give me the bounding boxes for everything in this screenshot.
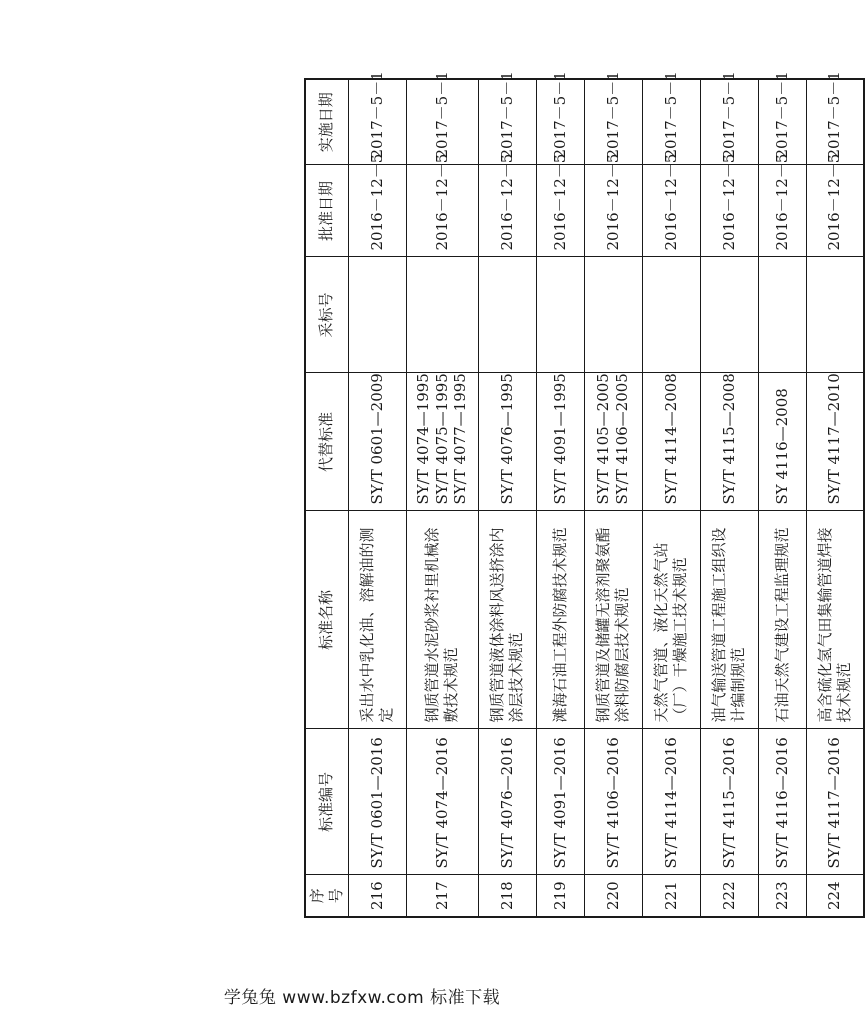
cell-approved: 2016－12－5 <box>584 165 642 257</box>
cell-replaces <box>700 373 758 511</box>
cell-approved: 2016－12－5 <box>806 165 864 257</box>
cell-code: SY/T 0601—2016 <box>348 729 406 875</box>
header-seq: 序号 <box>305 875 348 917</box>
replaced-standard: SY/T 4115—2008 <box>719 373 738 505</box>
replaced-standard: SY/T 4075—1995 <box>432 373 451 505</box>
cell-code: SY/T 4116—2016 <box>758 729 806 875</box>
cell-name: 钢质管道及储罐无溶剂聚氨酯涂料防腐层技术规范 <box>584 511 642 729</box>
cell-replaces <box>806 373 864 511</box>
cell-effective: 2017－5－1 <box>406 79 478 165</box>
cell-code: SY/T 4106—2016 <box>584 729 642 875</box>
replaced-standard: SY/T 4091—1995 <box>550 373 569 505</box>
cell-adopted <box>348 257 406 373</box>
replaced-standard: SY/T 4117—2010 <box>825 373 844 505</box>
header-code: 标准编号 <box>305 729 348 875</box>
cell-code: SY/T 4091—2016 <box>536 729 584 875</box>
cell-approved: 2016－12－5 <box>406 165 478 257</box>
header-replaces: 代替标准 <box>305 373 348 511</box>
cell-effective: 2017－5－1 <box>584 79 642 165</box>
cell-approved: 2016－12－5 <box>642 165 700 257</box>
cell-name: 钢质管道液体涂料风送挤涂内涂层技术规范 <box>478 511 536 729</box>
table-row <box>806 79 864 917</box>
cell-adopted <box>642 257 700 373</box>
cell-seq: 224 <box>806 875 864 917</box>
cell-replaces <box>348 373 406 511</box>
footer-watermark: 学兔兔 www.bzfxw.com 标准下载 <box>223 988 501 1008</box>
cell-seq: 216 <box>348 875 406 917</box>
standards-table <box>304 71 865 918</box>
cell-name: 天然气管道、液化天然气站（厂）干燥施工技术规范 <box>642 511 700 729</box>
cell-code: SY/T 4114—2016 <box>642 729 700 875</box>
cell-effective: 2017－5－1 <box>758 79 806 165</box>
cell-name: 钢质管道水泥砂浆衬里机械涂敷技术规范 <box>406 511 478 729</box>
cell-replaces <box>642 373 700 511</box>
table-row <box>536 79 584 917</box>
cell-replaces <box>758 373 806 511</box>
cell-effective: 2017－5－1 <box>642 79 700 165</box>
cell-adopted <box>806 257 864 373</box>
cell-code: SY/T 4115—2016 <box>700 729 758 875</box>
cell-code: SY/T 4117—2016 <box>806 729 864 875</box>
cell-adopted <box>758 257 806 373</box>
cell-name: 滩海石油工程外防腐技术规范 <box>536 511 584 729</box>
cell-seq: 220 <box>584 875 642 917</box>
cell-replaces <box>536 373 584 511</box>
cell-seq: 221 <box>642 875 700 917</box>
cell-adopted <box>536 257 584 373</box>
cell-adopted <box>700 257 758 373</box>
table-header-row <box>305 79 348 917</box>
cell-name: 石油天然气建设工程监理规范 <box>758 511 806 729</box>
cell-effective: 2017－5－1 <box>348 79 406 165</box>
table-row <box>348 79 406 917</box>
replaced-standard: SY/T 4105—2005 <box>594 373 613 505</box>
cell-approved: 2016－12－5 <box>348 165 406 257</box>
cell-seq: 219 <box>536 875 584 917</box>
replaced-standard: SY/T 4114—2008 <box>661 373 680 505</box>
cell-seq: 217 <box>406 875 478 917</box>
standards-table-rotated <box>304 71 853 918</box>
cell-seq: 222 <box>700 875 758 917</box>
cell-replaces <box>406 373 478 511</box>
cell-effective: 2017－5－1 <box>478 79 536 165</box>
table-row <box>406 79 478 917</box>
replaced-standard: SY/T 4074—1995 <box>413 373 432 505</box>
cell-code: SY/T 4074—2016 <box>406 729 478 875</box>
cell-name: 采出水中乳化油、溶解油的测定 <box>348 511 406 729</box>
cell-approved: 2016－12－5 <box>536 165 584 257</box>
header-name: 标准名称 <box>305 511 348 729</box>
cell-adopted <box>584 257 642 373</box>
table-row <box>584 79 642 917</box>
replaced-standard: SY/T 4076—1995 <box>497 373 516 505</box>
header-effective: 实施日期 <box>305 79 348 165</box>
table-row <box>758 79 806 917</box>
cell-effective: 2017－5－1 <box>536 79 584 165</box>
replaced-standard: SY/T 4077—1995 <box>451 373 470 505</box>
cell-seq: 223 <box>758 875 806 917</box>
cell-approved: 2016－12－5 <box>478 165 536 257</box>
header-adopted: 采标号 <box>305 257 348 373</box>
cell-code: SY/T 4076—2016 <box>478 729 536 875</box>
cell-replaces <box>478 373 536 511</box>
cell-adopted <box>478 257 536 373</box>
replaced-standard: SY/T 4106—2005 <box>613 373 631 505</box>
replaced-standard: SY/T 0601—2009 <box>367 373 386 505</box>
cell-adopted <box>406 257 478 373</box>
cell-name: 高含硫化氢气田集输管道焊接技术规范 <box>806 511 864 729</box>
cell-effective: 2017－5－1 <box>700 79 758 165</box>
cell-name: 油气输送管道工程施工组织设计编制规范 <box>700 511 758 729</box>
table-row <box>478 79 536 917</box>
replaced-standard: SY 4116—2008 <box>772 388 791 505</box>
cell-effective: 2017－5－1 <box>806 79 864 165</box>
table-row <box>700 79 758 917</box>
table-body <box>348 71 864 917</box>
cell-replaces <box>584 373 642 511</box>
cell-approved: 2016－12－5 <box>758 165 806 257</box>
table-row <box>642 79 700 917</box>
cell-seq: 218 <box>478 875 536 917</box>
header-approved: 批准日期 <box>305 165 348 257</box>
cell-approved: 2016－12－5 <box>700 165 758 257</box>
